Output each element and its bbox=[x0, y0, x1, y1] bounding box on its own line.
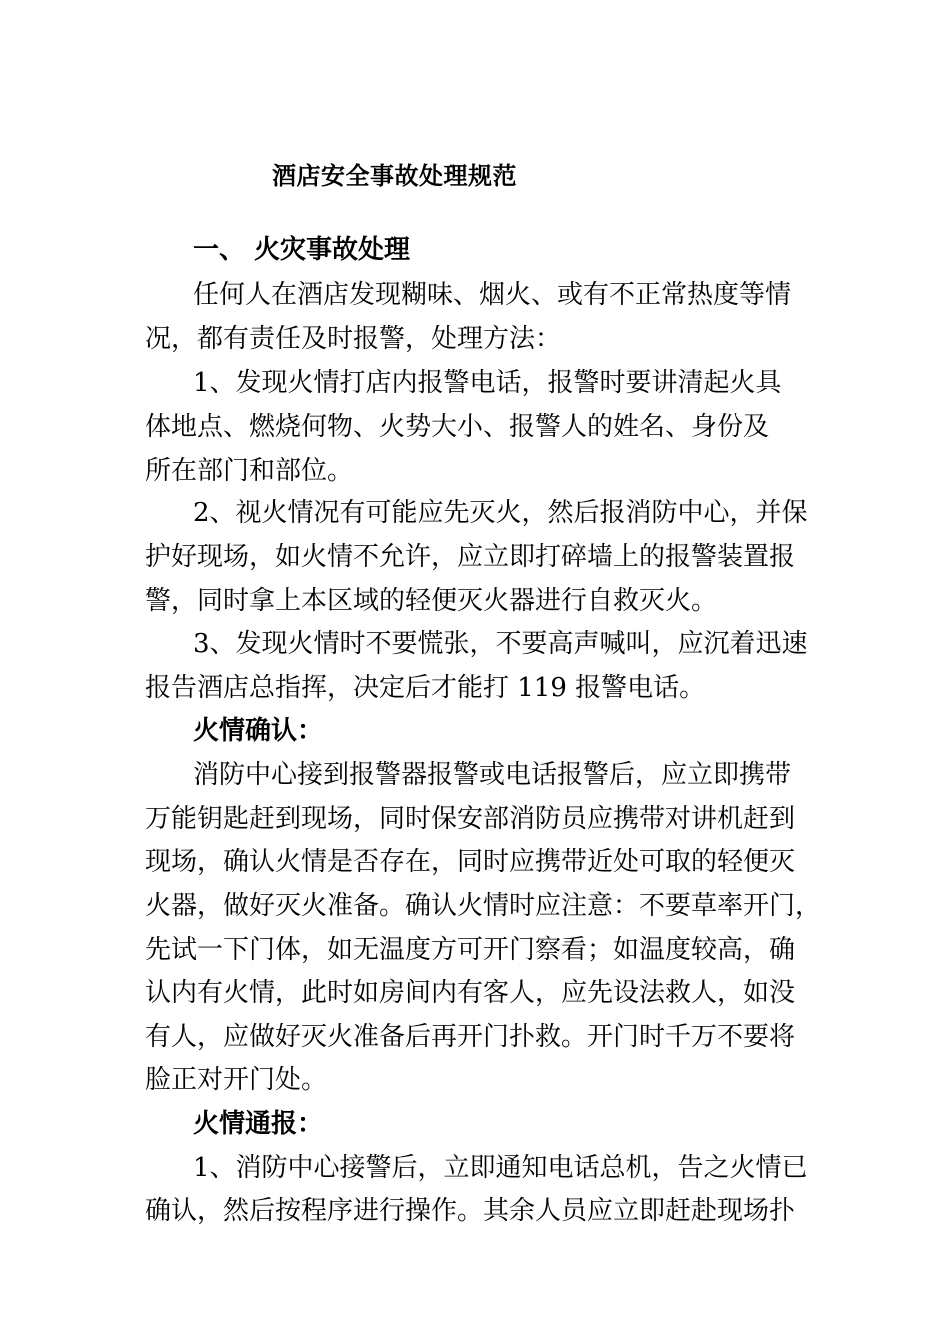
document-title: 酒店安全事故处理规范 bbox=[272, 161, 517, 190]
subheading-fire-notify: 火情通报： bbox=[193, 1109, 324, 1139]
paragraph-line: 脸正对开门处。 bbox=[145, 1065, 328, 1095]
paragraph-line: 消防中心接到报警器报警或电话报警后，应立即携带 bbox=[193, 760, 792, 790]
subheading-fire-confirm: 火情确认： bbox=[193, 716, 324, 746]
paragraph-line: 报告酒店总指挥，决定后才能打 119 报警电话。 bbox=[145, 673, 706, 703]
paragraph-line: 2、视火情况有可能应先灭火，然后报消防中心，并保 bbox=[193, 498, 808, 528]
paragraph-line: 3、发现火情时不要慌张，不要高声喊叫，应沉着迅速 bbox=[193, 629, 808, 659]
section-heading-fire: 一、 火灾事故处理 bbox=[193, 235, 411, 265]
paragraph-line: 认内有火情，此时如房间内有客人，应先设法救人，如没 bbox=[145, 978, 796, 1008]
paragraph-line: 1、消防中心接警后，立即通知电话总机，告之火情已 bbox=[193, 1153, 808, 1183]
paragraph-line: 有人，应做好灭火准备后再开门扑救。开门时千万不要将 bbox=[145, 1022, 796, 1052]
paragraph-line: 体地点、燃烧何物、火势大小、报警人的姓名、身份及 bbox=[145, 412, 770, 442]
paragraph-line: 护好现场，如火情不允许，应立即打碎墙上的报警装置报 bbox=[145, 542, 796, 572]
paragraph-line: 现场，确认火情是否存在，同时应携带近处可取的轻便灭 bbox=[145, 847, 796, 877]
paragraph-line: 火器，做好灭火准备。确认火情时应注意：不要草率开门， bbox=[145, 891, 822, 921]
paragraph-line: 先试一下门体，如无温度方可开门察看；如温度较高，确 bbox=[145, 935, 796, 965]
paragraph-line: 警，同时拿上本区域的轻便灭火器进行自救灭火。 bbox=[145, 586, 718, 616]
paragraph-line: 所在部门和部位。 bbox=[145, 456, 354, 486]
paragraph-line: 确认，然后按程序进行操作。其余人员应立即赶赴现场扑 bbox=[145, 1196, 796, 1226]
paragraph-line: 1、发现火情打店内报警电话，报警时要讲清起火具 bbox=[193, 368, 782, 398]
paragraph-line: 万能钥匙赶到现场，同时保安部消防员应携带对讲机赶到 bbox=[145, 804, 796, 834]
paragraph-line: 况，都有责任及时报警，处理方法： bbox=[145, 324, 562, 354]
paragraph-line: 任何人在酒店发现糊味、烟火、或有不正常热度等情 bbox=[193, 280, 792, 310]
